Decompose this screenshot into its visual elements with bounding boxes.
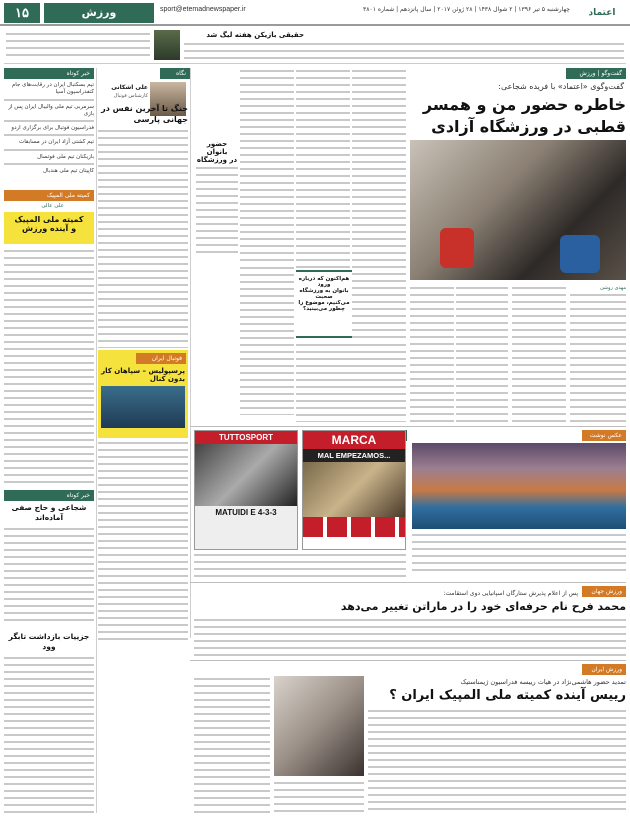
quote-box — [296, 270, 352, 338]
news-list — [4, 82, 94, 187]
middle-text-3 — [98, 440, 188, 640]
paper1-photo — [195, 444, 297, 506]
microphone-icon — [560, 235, 600, 273]
paper2-cover — [302, 430, 406, 550]
marathon-text — [194, 617, 626, 657]
middle-headline2-2: بدون کنال — [149, 375, 185, 383]
left-text-3 — [4, 655, 94, 813]
press-caption — [194, 552, 406, 580]
top-strip-text — [184, 41, 624, 61]
main-story-col2 — [512, 285, 566, 425]
main-subtitle: گفت‌وگوی «اعتماد» با فریده شجاعی: — [498, 82, 624, 91]
olympic-kicker: تمدید حضور هاشمی‌نژاد در هیات رییسه فدراسیون ژیمناستیک — [460, 678, 626, 686]
newspaper-logo: اعتماد — [588, 8, 616, 18]
paper2-photo — [303, 462, 405, 517]
marathon-tag: ورزش جهان — [582, 586, 626, 597]
main-headline-1: خاطره حضور من و همسر — [422, 95, 626, 114]
list-item: تیم بسکتبال ایران در رقابت‌های جام کنفدراسیون آسیا — [11, 82, 94, 96]
paper2-headline: MAL EMPEZAMOS... — [303, 449, 405, 462]
list-item: تیم کشتی آزاد ایران در مسابقات — [19, 139, 94, 146]
section-divider — [190, 660, 626, 661]
arena-tag: عکس نوشت — [582, 430, 626, 441]
quote-lead-1: هم‌اکنون که درباره ورود — [298, 276, 350, 288]
paper1-headline: MATUIDI E 4-3-3 — [215, 508, 277, 517]
paper1-masthead: TUTTOSPORT — [195, 431, 297, 444]
microphone-icon — [440, 228, 474, 268]
side-quote-title-1: حضور بانوان — [206, 140, 228, 156]
main-story-col6 — [296, 68, 350, 268]
quote-lead-2: بانوان به ورزشگاه صحبت — [299, 288, 349, 300]
section-email[interactable]: sport@etemadnewspaper.ir — [160, 6, 246, 13]
arena-photo — [412, 443, 626, 529]
main-photo-interviewee — [410, 140, 626, 280]
section-label: ورزش — [44, 3, 154, 23]
middle-headline-1: جنگ تا آخرین نفس در — [101, 104, 188, 113]
marathon-headline: محمد فرح نام حرفه‌ای خود را در ماراتن تغییر می‌دهد — [340, 600, 626, 613]
column-divider — [190, 68, 191, 638]
column-divider — [96, 68, 97, 813]
middle-text-1 — [98, 128, 188, 348]
page-number: ۱۵ — [4, 3, 40, 23]
main-story-col1 — [570, 285, 626, 425]
middle-tag: نگاه — [160, 68, 190, 79]
middle-headline-2: جهانی پارسی — [133, 115, 188, 124]
middle-photo — [101, 386, 185, 428]
left-tag-1: خبر کوتاه — [4, 68, 94, 79]
main-story-col5 — [352, 68, 406, 338]
columnist-name: علی اشکانی — [111, 84, 148, 91]
left-tag-3: خبر کوتاه — [4, 490, 94, 501]
olympic-photo — [274, 676, 364, 776]
main-story-col9 — [296, 342, 406, 422]
left-yellow-title-2: و آینده ورزش — [21, 224, 77, 233]
middle-tag-2: فوتبال ایران — [136, 353, 186, 364]
olympic-text-3 — [274, 780, 364, 813]
list-item: سرمربی تیم ملی والیبال ایران پس از بازی — [8, 103, 94, 117]
olympic-text-2 — [194, 676, 270, 813]
quote-lead-3: می‌کنیم، موضوع را — [298, 300, 350, 306]
paper2-masthead: MARCA — [303, 431, 405, 449]
section-divider — [190, 582, 626, 583]
quote-lead-4: چطور می‌بینید؟ — [303, 306, 345, 312]
olympic-text-1 — [368, 708, 626, 813]
arena-caption — [412, 532, 626, 574]
list-item — [4, 147, 94, 154]
dateline: چهارشنبه ۵ تیر ۱۳۹۶ | ۲ شوال ۱۴۳۸ | ۲۸ ژوئن ۲۰۱۷ | سال پانزدهم | شماره ۳۸۰۱ — [363, 6, 570, 13]
list-item — [4, 97, 94, 104]
olympic-headline: رییس آینده کمیته ملی المپیک ایران ؟ — [389, 688, 626, 703]
top-strip — [4, 29, 626, 64]
left-boxed-title2-2: وود — [42, 642, 56, 651]
player-photo — [154, 30, 180, 60]
middle-headline2-1: پرسپولیس – سپاهان کار — [101, 367, 185, 375]
section-divider — [190, 426, 626, 427]
left-boxed-title-1: شجاعی و حاج صفی — [11, 503, 87, 512]
side-quote-title-2: در ورزشگاه — [196, 156, 238, 164]
middle-yellow-box — [98, 350, 188, 438]
left-yellow-box — [4, 212, 94, 244]
top-strip-title: حقیقی بازیکن هفته لیگ شد — [206, 31, 304, 39]
main-story-kicker: گفت‌وگو | ورزش — [566, 68, 626, 79]
left-text-2 — [4, 526, 94, 626]
marathon-kicker: پس از اعلام پذیرش ستارگان اسپانیایی دوی استقامت: — [443, 590, 578, 597]
list-item: بازیکنان تیم ملی فوتسال — [37, 153, 94, 160]
top-strip-text-left — [6, 31, 150, 61]
author-byline: مهدی روشن — [570, 285, 626, 293]
main-story-col3 — [456, 285, 508, 425]
olympic-tag: ورزش ایران — [582, 664, 626, 675]
left-yellow-title-1: کمیته ملی المپیک — [14, 215, 84, 224]
left-author: علی عالی — [41, 203, 64, 209]
paper1-cover — [194, 430, 298, 550]
list-item: کاپیتان تیم ملی هندبال — [43, 168, 94, 175]
main-story-col4 — [410, 285, 454, 425]
main-headline-2: قطبی در ورزشگاه آزادی — [431, 117, 626, 136]
columnist-role: کارشناس فوتبال — [113, 93, 148, 99]
list-item: فدراسیون فوتبال برای برگزاری اردو — [11, 125, 94, 132]
side-quote-text — [196, 165, 238, 255]
left-text-1 — [4, 248, 94, 484]
left-tag-2: کمیته ملی المپیک — [4, 190, 94, 201]
main-story-col8 — [240, 265, 294, 415]
main-story-col7 — [240, 68, 294, 263]
left-boxed-title2-1: جزییات بازداشت تابگر — [8, 632, 90, 641]
left-boxed-title-2: آماده‌اند — [34, 513, 64, 522]
paper2-footer — [303, 517, 405, 537]
